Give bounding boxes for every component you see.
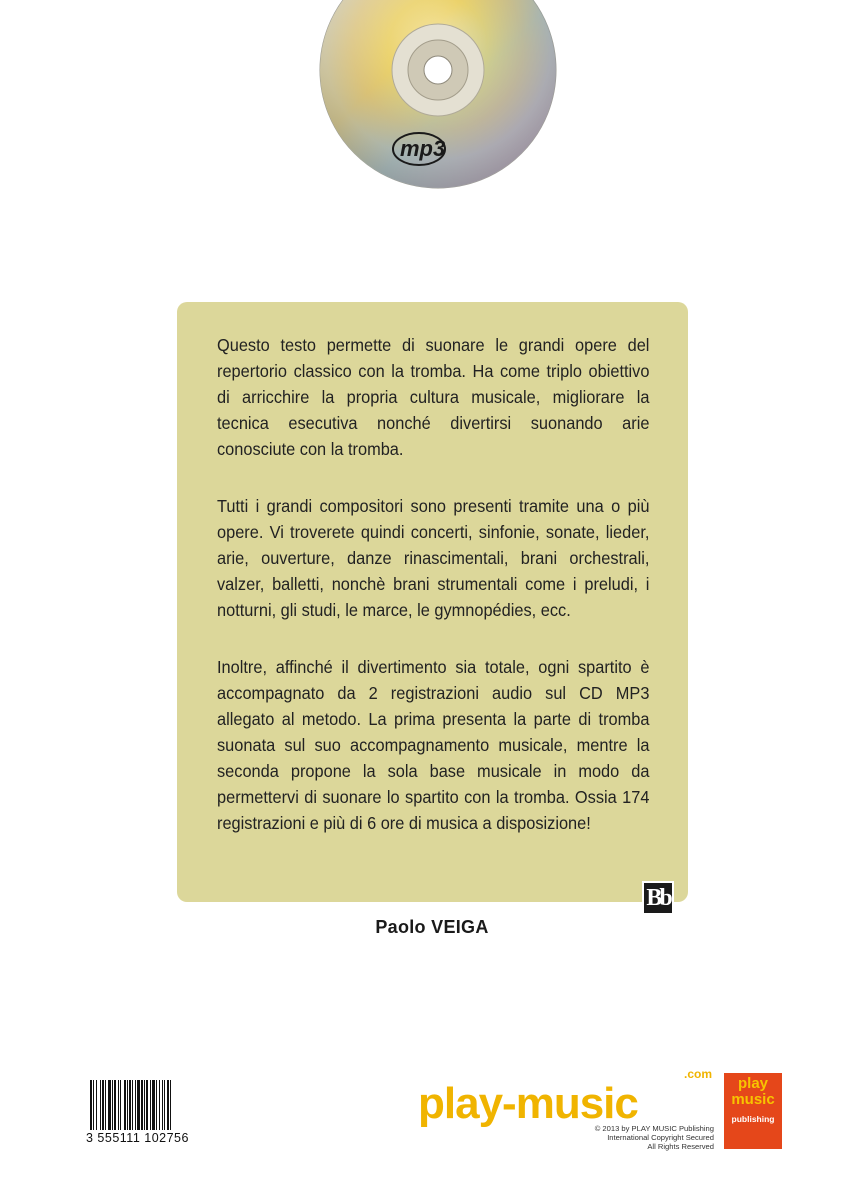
barcode-bar: [170, 1080, 171, 1130]
brand-wordmark: play-music: [418, 1079, 638, 1128]
barcode-bar: [124, 1080, 126, 1130]
brand-domain-suffix: .com: [684, 1067, 713, 1081]
barcode-bar: [164, 1080, 165, 1130]
barcode-bar: [156, 1080, 157, 1130]
barcode-bar: [150, 1080, 151, 1130]
barcode-bar: [167, 1080, 169, 1130]
barcode-bar: [135, 1080, 136, 1130]
barcode-bar: [90, 1080, 92, 1130]
barcode-bar: [127, 1080, 128, 1130]
barcode-bar: [96, 1080, 97, 1130]
barcode-bar: [112, 1080, 113, 1130]
barcode-bar: [120, 1080, 121, 1130]
barcode-bar: [129, 1080, 131, 1130]
play-music-publishing-logo: [724, 1073, 782, 1149]
bb-key-logo: Bb: [642, 881, 674, 915]
barcode-bar: [137, 1080, 140, 1130]
barcode-bar: [152, 1080, 155, 1130]
description-paragraph-3: Inoltre, affinché il divertimento sia totale, ogni spartito è accompagnato da 2 registrazioni audio sul CD MP3 allegato al metodo. La prima presenta la parte di tromba suonata sul suo accompagnamento musicale, mentre la seconda propone la sola base musicale in modo da permettervi di suonare lo spartito con la tromba. Ossia 174 registrazioni e più di 6 ore di musica a disposizione!: [217, 657, 650, 833]
description-box: [177, 302, 688, 911]
copyright-line: © 2013 by PLAY MUSIC Publishing: [594, 1124, 714, 1133]
barcode-bar: [146, 1080, 148, 1130]
barcode-bar: [93, 1080, 94, 1130]
barcode-bar: [105, 1080, 106, 1130]
barcode-number: 3 555111 102756: [86, 1131, 189, 1145]
cd-disc-image: [316, 0, 560, 190]
logo-line-music: music: [731, 1091, 775, 1108]
barcode-bar: [108, 1080, 111, 1130]
copyright-notice: [520, 1124, 714, 1151]
barcode-bar: [100, 1080, 101, 1130]
cd-mp3-label: mp3: [400, 136, 446, 161]
barcode-bar: [132, 1080, 133, 1130]
barcode-bar: [118, 1080, 119, 1130]
barcode-bar: [144, 1080, 145, 1130]
copyright-line: All Rights Reserved: [647, 1142, 714, 1151]
description-paragraph-2: Tutti i grandi compositori sono presenti tramite una o più opere. Vi troverete quindi concerti, sinfonie, sonate, lieder, arie, ouverture, danze rinascimentali, brani orchestrali, valzer, balletti, nonchè brani strumentali come i preludi, i notturni, gli studi, le marce, le gymnopédies, ecc.: [217, 496, 650, 620]
logo-line-publishing: publishing: [731, 1114, 775, 1124]
copyright-line: International Copyright Secured: [607, 1133, 714, 1142]
barcode-bar: [102, 1080, 104, 1130]
barcode-bar: [114, 1080, 116, 1130]
description-paragraph-1: Questo testo permette di suonare le grandi opere del repertorio classico con la tromba. Ha come triplo obiettivo di arricchire la propria cultura musicale, migliorare la tecnica esecutiva nonché divertirsi suonando arie conosciute con la tromba.: [217, 335, 650, 459]
author-name: Paolo VEIGA: [375, 917, 489, 937]
barcode-bar: [159, 1080, 160, 1130]
barcode-bar: [162, 1080, 163, 1130]
barcode-bar: [141, 1080, 143, 1130]
logo-line-play: play: [737, 1075, 768, 1092]
